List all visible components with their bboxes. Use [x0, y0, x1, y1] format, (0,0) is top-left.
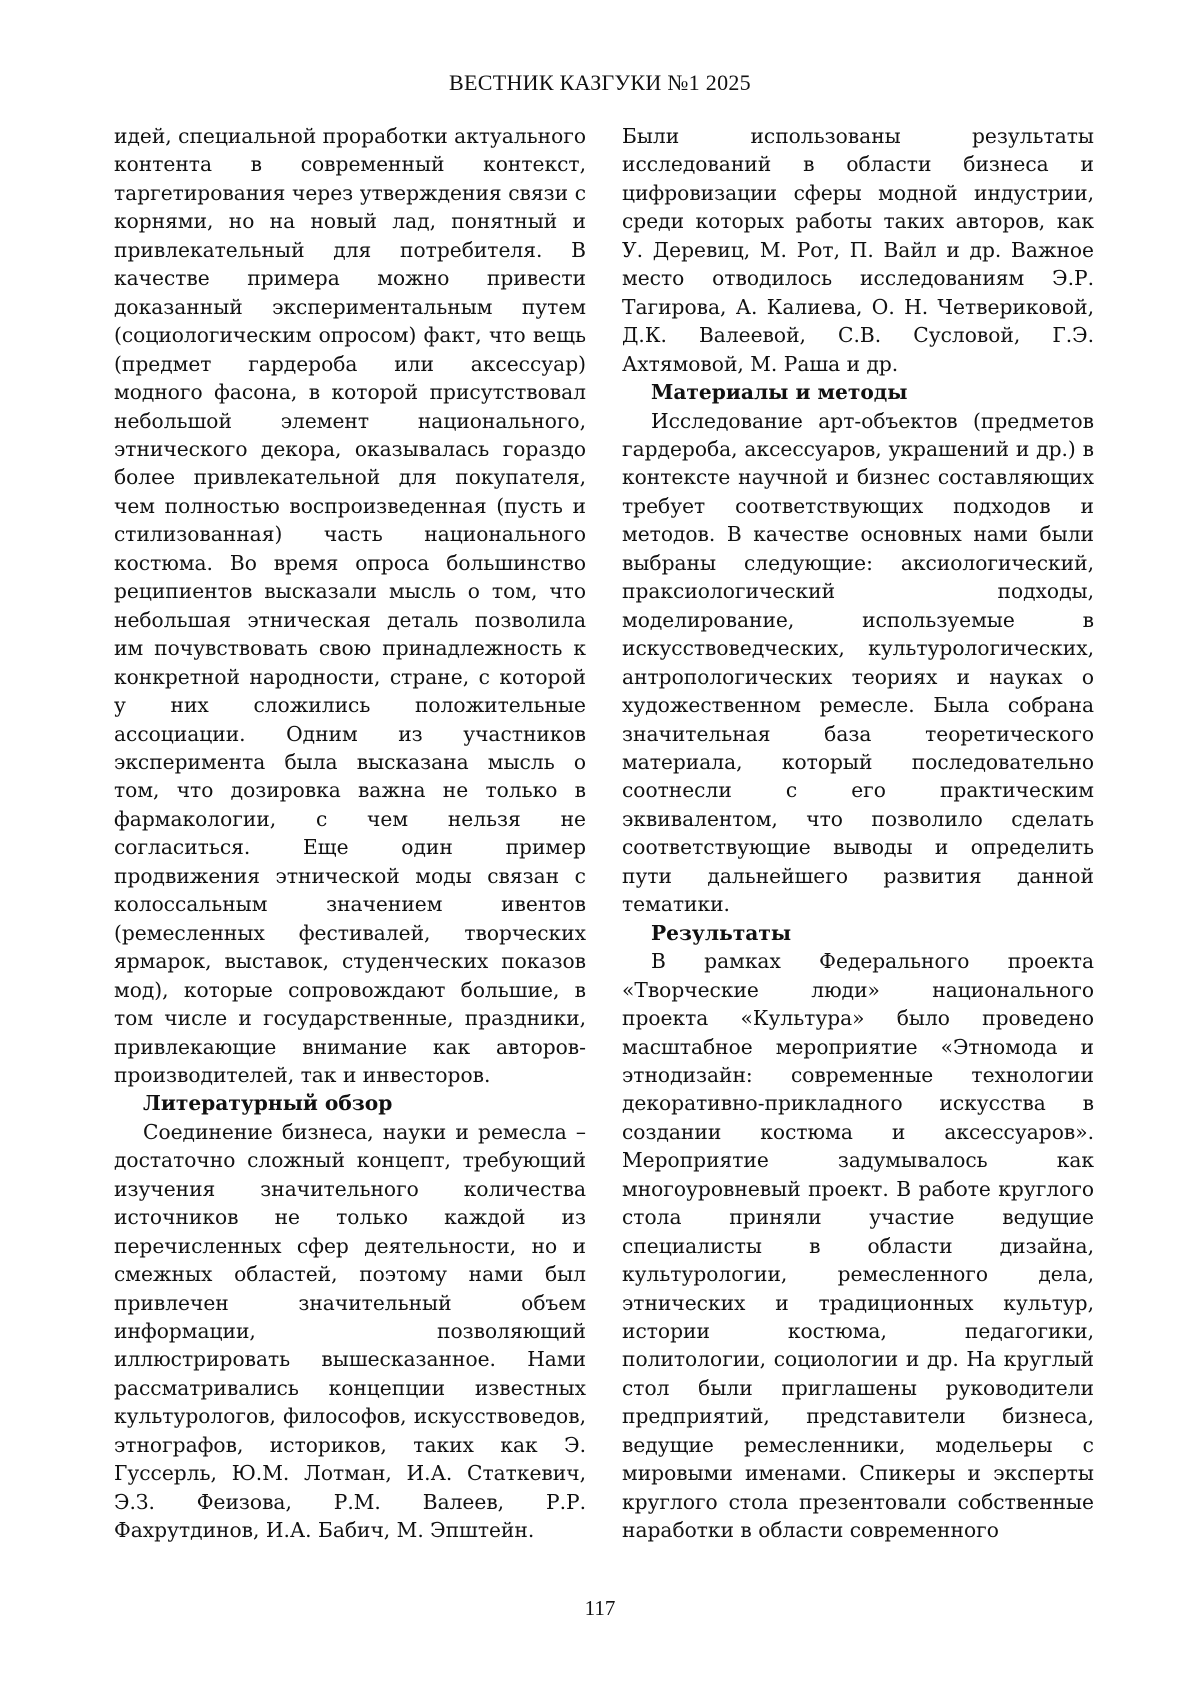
section-heading-results: Результаты [651, 920, 792, 945]
body-paragraph-literature-continued: Были использованы результаты исследований в области бизнеса и цифровизации сферы модной индустрии, среди которых работы таких авторов, как У. Деревиц, М. Рот, П. Вайл и др. Важное место отводилось исследованиям Э.Р. Тагирова, А. Калиева, О. Н. Четвериковой, Д.К. Валеевой, С.В. Сусловой, Г.Э. Ахтямовой, М. Раша и др. [622, 124, 1094, 376]
section-heading-methods: Материалы и методы [651, 380, 908, 405]
left-column [114, 122, 586, 1545]
section-heading-literature-review: Литературный обзор [143, 1091, 393, 1116]
right-column [622, 122, 1094, 1545]
body-paragraph-methods: Исследование арт-объектов (предметов гардероба, аксессуаров, украшений и др.) в контексте научной и бизнес составляющих требует соответствующих подходов и методов. В качестве основных нами были выбраны следующие: аксиологический, праксиологический подходы, моделирование, используемые в искусствоведческих, культурологических, антропологических теориях и науках о художественном ремесле. Была собрана значительная база теоретического материала, который последовательно соотнесли с его практическим эквивалентом, что позволило сделать соответствующие выводы и определить пути дальнейшего развития данной тематики. [622, 408, 1094, 917]
body-paragraph-results: В рамках Федерального проекта «Творческие люди» национального проекта «Культура» было проведено масштабное мероприятие «Этномода и этнодизайн: современные технологии декоративно-прикладного искусства в создании костюма и аксессуаров». Мероприятие задумывалось как многоуровневый проект. В работе круглого стола приняли участие ведущие специалисты в области дизайна, культурологии, ремесленного дела, этнических и традиционных культур, истории костюма, педагогики, политологии, социологии и др. На круглый стол были приглашены руководители предприятий, представители бизнеса, ведущие ремесленники, модельеры с мировыми именами. Спикеры и эксперты круглого стола презентовали собственные наработки в области современного [622, 949, 1094, 1543]
body-paragraph-literature-review: Соединение бизнеса, науки и ремесла – достаточно сложный концепт, требующий изучения значительного количества источников не только каждой из перечисленных сфер деятельности, но и смежных областей, поэтому нами был привлечен значительный объем информации, позволяющий иллюстрировать вышесказанное. Нами рассматривались концепции известных культурологов, философов, искусствоведов, этнографов, историков, таких как Э. Гуссерль, Ю.М. Лотман, И.А. Статкевич, Э.З. Феизова, Р.М. Валеев, Р.Р. Фахрутдинов, И.А. Бабич, М. Эпштейн. [114, 1119, 586, 1543]
running-header: ВЕСТНИК КАЗГУКИ №1 2025 [449, 70, 751, 95]
page-number: 117 [584, 1596, 616, 1620]
body-paragraph-continued: идей, специальной проработки актуального контента в современный контекст, таргетирования через утверждения связи с корнями, но на новый лад, понятный и привлекательный для потребителя. В качестве примера можно привести доказанный экспериментальным путем (социологическим опросом) факт, что вещь (предмет гардероба или аксессуар) модного фасона, в которой присутствовал небольшой элемент национального, этнического декора, оказывалась гораздо более привлекательной для покупателя, чем полностью воспроизведенная (пусть и стилизованная) часть национального костюма. Во время опроса большинство реципиентов высказали мысль о том, что небольшая этническая деталь позволила им почувствовать свою принадлежность к конкретной народности, стране, с которой у них сложились положительные ассоциации. Одним из участников эксперимента была высказана мысль о том, что дозировка важна не только в фармакологии, с чем нельзя не согласиться. Еще один пример продвижения этнической моды связан с колоссальным значением ивентов (ремесленных фестивалей, творческих ярмарок, выставок, студенческих показов мод), которые сопровождают большие, в том числе и государственные, праздники, привлекающие внимание как авторов-производителей, так и инвесторов. [114, 124, 586, 1087]
